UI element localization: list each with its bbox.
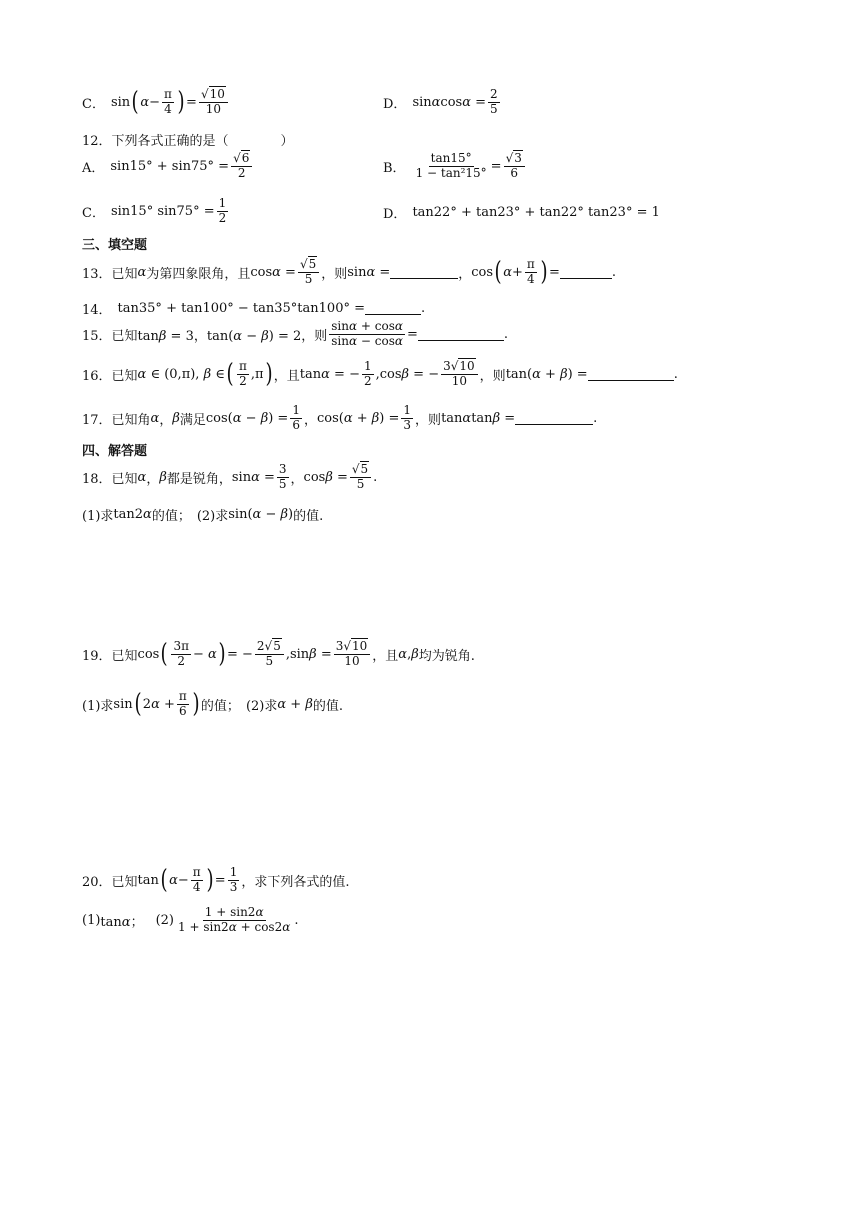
q12-option-c: C． sin15° sin75° = $\frac{1}{2}$ — [82, 196, 227, 225]
q19: 19．已知 cos ( $\frac{3\pi}{2}$ − α ) = − $\frac{2√5}{5}$ ,sinβ = $\frac{3√10}{10}$ ，且 α , β 均为锐角. — [82, 639, 475, 670]
q12-option-b: B． $\frac{\tan 15^\circ}{\text{1 − tan²15°}}$ = $\frac{√3}{6}$ — [383, 152, 527, 181]
q14: 14． tan35° + tan100° − tan35°tan100° = . — [82, 301, 426, 318]
q12-option-a: A． sin15° + sin75° = $\frac{√6}{2}$ — [82, 152, 254, 181]
q20-parts: (1) tanα； (2) $\frac{1 + \sin 2\alpha}{1 + \sin 2\alpha + \cos 2\alpha}$ . — [82, 905, 299, 934]
q12-option-d: D． tan22° + tan23° + tan22° tan23° = 1 — [383, 205, 660, 222]
option-label: C． — [82, 96, 105, 112]
option-label: D． — [383, 96, 407, 112]
q17: 17．已知角 α ， β 满足 cos(α − β) = $\frac{1}{6}$ ， cos(α + β) = $\frac{1}{3}$ ，则 tanαtanβ = . — [82, 403, 598, 432]
section-3-heading: 三、填空题 — [82, 238, 148, 253]
q13: 13．已知 α 为第四象限角，且 cosα = $\frac{√5}{5}$ ，则 sinα = ， cos ( α + $\frac{\pi}{4}$ ) = . — [82, 257, 616, 288]
q18: 18．已知 α ， β 都是锐角， sinα = $\frac{3}{5}$ ， cosβ = $\frac{√5}{5}$ . — [82, 462, 378, 491]
q15: 15．已知 tanβ = 3，tan(α − β) = 2 ，则 $\frac{\sin\alpha + \cos\alpha}{\sin\alpha - \cos\alpha}$ = . — [82, 319, 509, 348]
q20: 20．已知 tan ( α − $\frac{\pi}{4}$ ) = $\frac{1}{3}$ ，求下列各式的值. — [82, 865, 350, 896]
q11-option-c: C． sin ( α − $\frac{\pi}{4}$ ) = $\frac{√10}{10}$ — [82, 88, 230, 117]
q11-option-d: D． sinαcosα = $\frac{2}{5}$ — [383, 87, 498, 116]
section-4-heading: 四、解答题 — [82, 444, 148, 459]
q18-parts: (1)求 tan2α 的值； (2)求 sin(α − β) 的值. — [82, 507, 324, 524]
q12-stem: 12．下列各式正确的是（ ） — [82, 134, 294, 149]
q16: 16．已知 α ∈ (0,π), β ∈ ( $\frac{\pi}{2}$ ,π ) ，且 tanα = − $\frac{1}{2}$ ,cosβ = − $\frac{3√10}{10}$ ，则 tan(α + β) = . — [82, 359, 678, 390]
q19-parts: (1)求 sin ( 2α + $\frac{\pi}{6}$ ) 的值； (2)求 α + β 的值. — [82, 689, 343, 720]
